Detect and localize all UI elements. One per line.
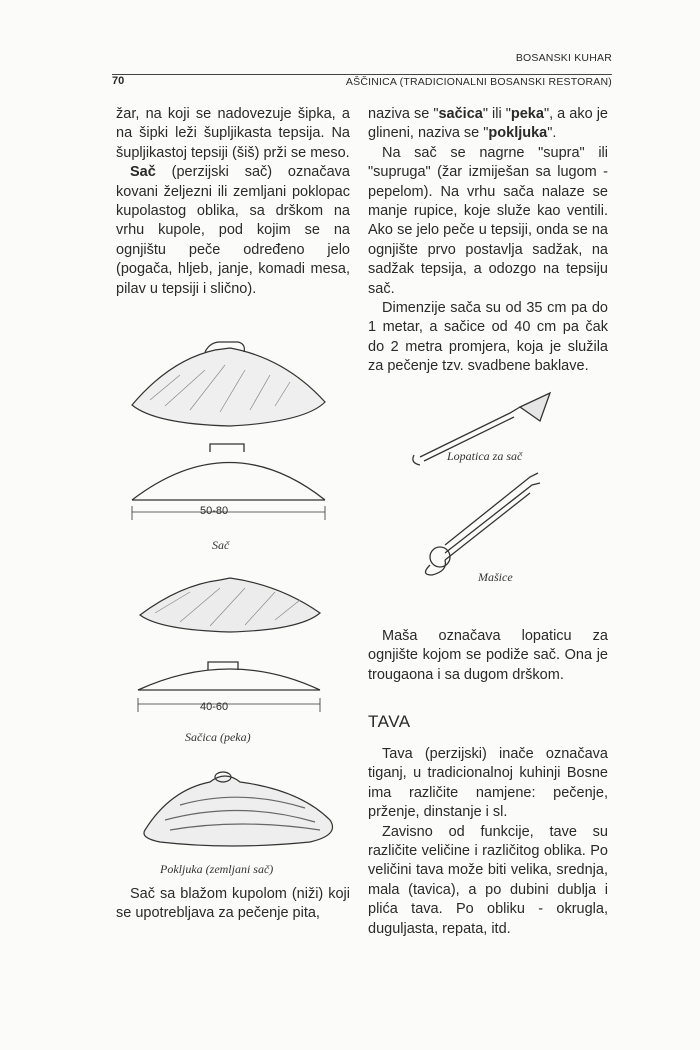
right-column-masa [368,627,608,685]
paragraph: Dimenzije sača su od 35 cm pa do 1 metar, a sačice od 40 cm pa čak do 2 metra promjera, koja je služila za pečenje tzv. svadbene baklave. [368,300,608,375]
right-column-tava [368,745,608,939]
term: sačica [438,106,483,122]
book-title: BOSANSKI KUHAR [515,52,612,64]
page-number: 70 [112,75,125,87]
paragraph: Na sač se nagrne "supra" ili "supruga" (žar izmiješan sa lugom - pepelom). Na vrhu sača nalaze se manje rupice, koje služe kao ventili. Ako se jelo peče u tepsiji, onda se na ognjište prvo postavlja sadžak, na sadžak tepsija, a odozgo na tepsiju sač. [368,144,608,297]
text: naziva se " [368,106,439,122]
masice-caption: Mašice [478,570,513,584]
sac-illustration [132,342,325,426]
paragraph: Zavisno od funkcije, tave su različite veličine i različitog oblika. Po veličini tava može biti velika, srednja, mala (tavica), a po dubini dublja i plića tava. Po obliku - okrugla, duguljasta, repata, itd. [368,823,608,937]
paragraph-text: (perzijski sač) označava kovani željezni ili zemljani poklopac kupolastog oblika, sa drškom na vrhu kupole, pod kojim se na ognjištu peče određeno jelo (pogača, hljeb, janje, komadi mesa, pilav u tepsiji i slično). [116,164,350,297]
left-column-top [116,105,350,299]
chapter-title: AŠČINICA (TRADICIONALNI BOSANSKI RESTORAN) [345,76,612,88]
sacica-caption: Sačica (peka) [185,730,251,744]
figures-right [400,385,580,595]
paragraph [368,105,608,144]
section-title: TAVA [368,712,411,731]
text: ". [547,125,557,142]
sac-profile-illustration [132,444,325,520]
paragraph: Maša označava lopaticu za ognjište kojom se podiže sač. Ona je trougaona i sa dugom drškom. [368,628,608,683]
figures-left [110,330,350,890]
sacica-profile-illustration [138,662,320,712]
left-column-bottom [116,885,350,924]
right-column-top [368,105,608,377]
sacica-dimension: 40-60 [200,701,229,713]
paragraph: žar, na koji se nadovezuje šipka, a na šipki leži šupljikasta tepsija. Na šupljikastoj tepsiji (šiš) prži se meso. [116,106,350,161]
paragraph: Sač sa blažom kupolom (niži) koji se upotrebljava za pečenje pita, [116,886,350,922]
lopatica-caption: Lopatica za sač [447,449,523,463]
text: " ili " [482,106,511,122]
term: poklјuka [488,125,548,142]
text: ", a ako je glineni, naziva se " [368,106,608,142]
sac-dimension: 50-80 [200,505,229,517]
paragraph: Tava (perzijski) inače označava tiganj, u tradicionalnoj kuhinji Bosne ima različite namjene: pečenje, prženje, dinstanje i sl. [368,746,608,821]
pokljuka-illustration [144,772,333,846]
masice-illustration [425,473,540,575]
sac-caption: Sač [212,538,230,552]
header-rule [112,74,612,75]
term: peka [510,106,544,122]
paragraph [116,163,350,299]
term: Sač [130,164,156,181]
sacica-illustration [140,578,320,632]
pokljuka-caption: Pokljuka (zemljani sač) [160,862,274,876]
